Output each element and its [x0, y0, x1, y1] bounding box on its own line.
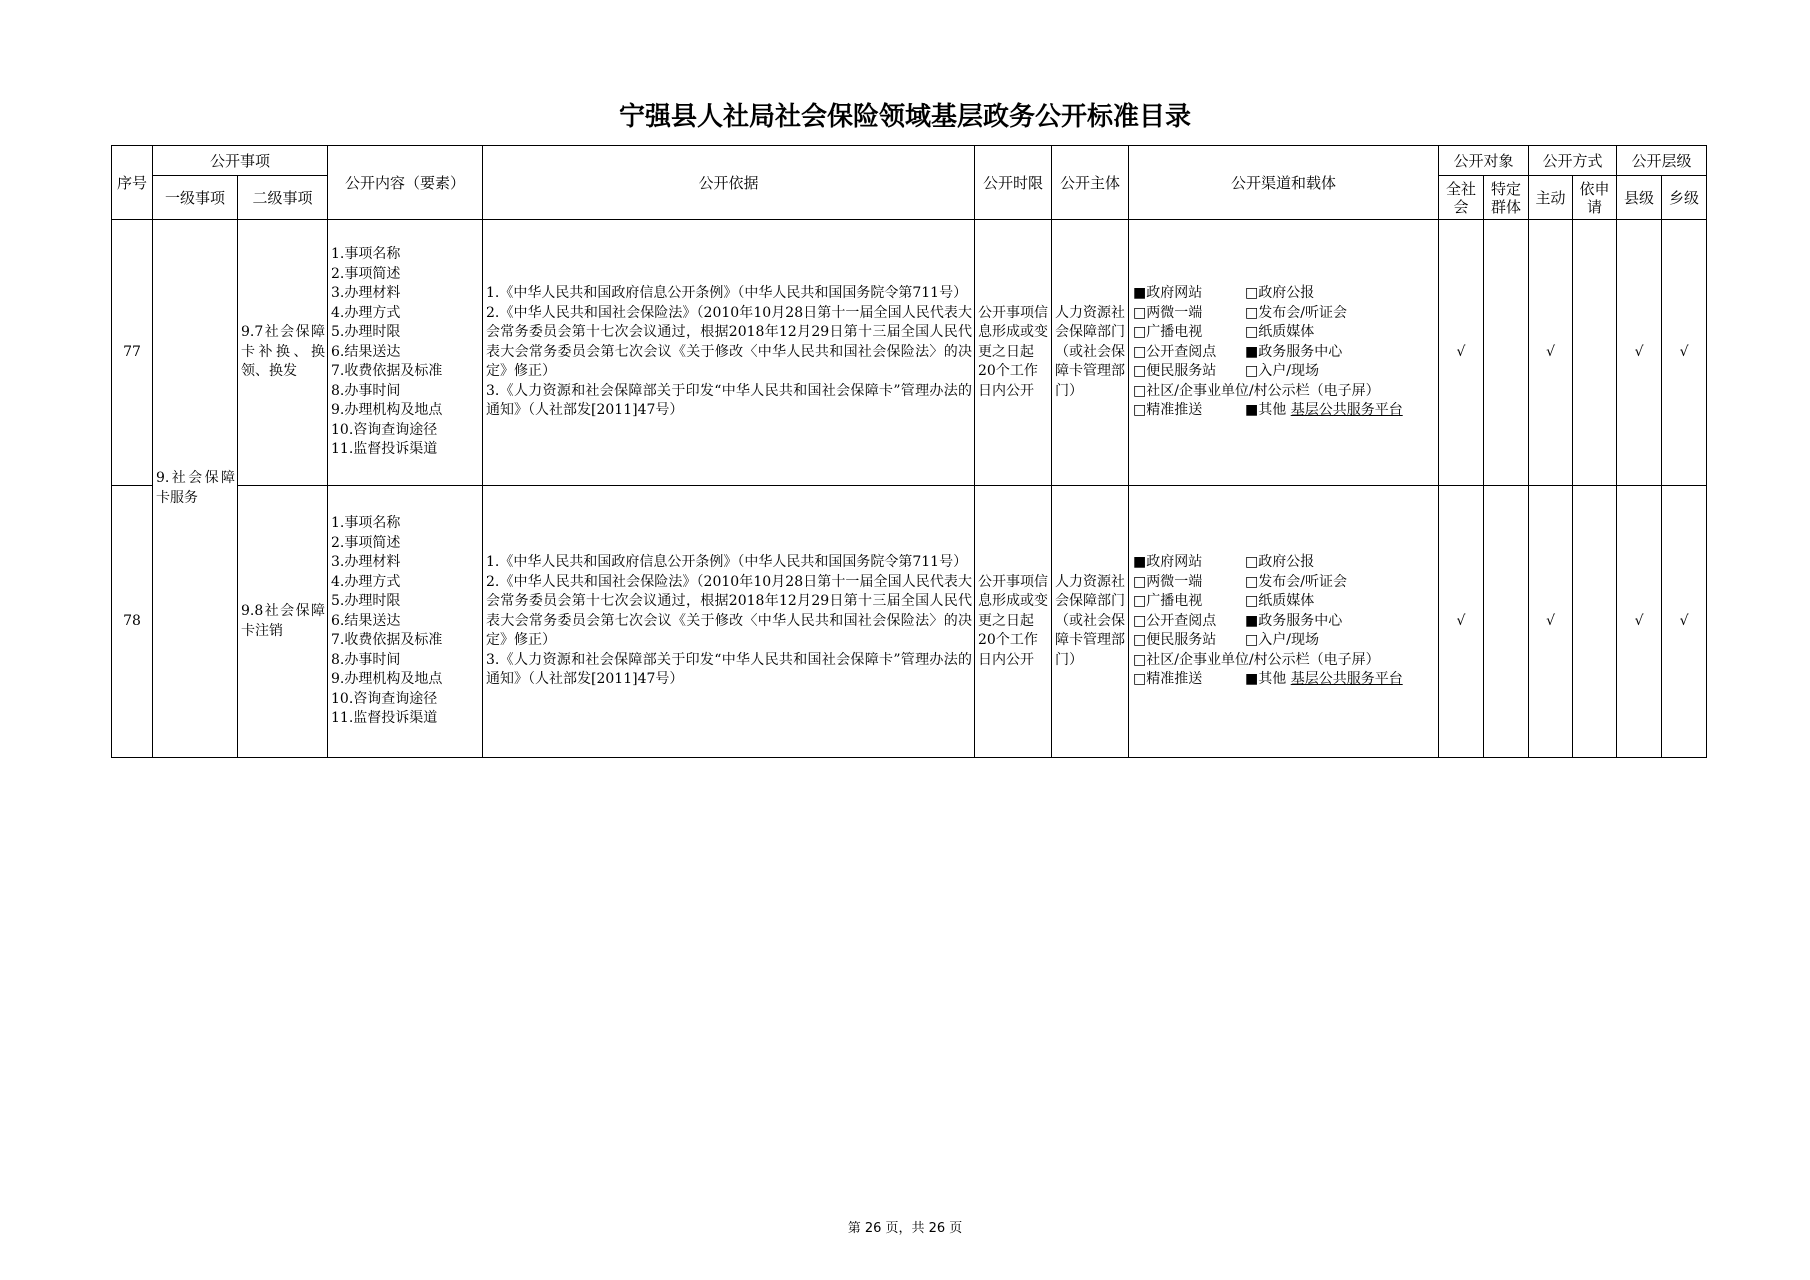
basis-item: 1.《中华人民共和国政府信息公开条例》（中华人民共和国国务院令第711号）: [486, 554, 968, 571]
channel-gov-site: ■政府网站: [1133, 554, 1203, 571]
channel-community: □社区/企事业单位/村公示栏（电子屏）: [1133, 651, 1380, 668]
row-seq: 77: [112, 220, 153, 486]
header-level: 公开层级: [1617, 146, 1707, 176]
list-item: 5.办理时限: [331, 324, 401, 341]
channel-onsite: □入户/现场: [1245, 632, 1319, 649]
header-basis: 公开依据: [483, 146, 975, 220]
header-target-specific: [1484, 176, 1529, 220]
list-item: 4.办理方式: [331, 573, 401, 590]
list-item: 8.办事时间: [331, 651, 401, 668]
basis-item: 2.《中华人民共和国社会保险法》（2010年10月28日第十一届全国人民代表大会常务委员会第十七次会议通过，根据2018年12月29日第十三届全国人民代表大会常务委员会第七次会议《关于修改〈中华人民共和国社会保险法〉的决定》修正）: [486, 304, 973, 380]
check-level-township: √: [1662, 486, 1707, 758]
list-item: 2.事项简述: [331, 265, 401, 282]
header-mode-request-line2: 请: [1587, 197, 1603, 216]
basis-item: 3.《人力资源和社会保障部关于印发“中华人民共和国社会保障卡”管理办法的通知》（人社部发[2011]47号）: [486, 382, 973, 419]
time-limit-cell: 公开事项信息形成或变更之日起20个工作日内公开: [975, 220, 1052, 486]
channels-cell: [1129, 486, 1439, 758]
header-time-limit: 公开时限: [975, 146, 1052, 220]
header-target: 公开对象: [1439, 146, 1529, 176]
list-item: 11.监督投诉渠道: [331, 710, 438, 727]
check-target-all: √: [1439, 220, 1484, 486]
list-item: 6.结果送达: [331, 612, 401, 629]
channel-print: □纸质媒体: [1245, 324, 1315, 341]
check-mode-request: [1573, 220, 1617, 486]
subject-cell: 人力资源社会保障部门（或社会保障卡管理部门）: [1052, 486, 1129, 758]
channel-two-micro: □两微一端: [1133, 573, 1203, 590]
page-footer: 第 26 页，共 26 页: [847, 1221, 963, 1236]
channel-gov-gazette: □政府公报: [1245, 285, 1315, 302]
check-target-all: √: [1439, 486, 1484, 758]
header-target-specific-line1: 特定: [1491, 179, 1522, 198]
check-mode-request: [1573, 486, 1617, 758]
channel-service-station: □便民服务站: [1133, 632, 1217, 649]
channels-cell: [1129, 220, 1439, 486]
list-item: 10.咨询查询途径: [331, 421, 438, 438]
check-level-township: √: [1662, 220, 1707, 486]
channel-other-label: ■其他: [1245, 402, 1287, 419]
channel-other-value: 基层公共服务平台: [1290, 402, 1403, 419]
list-item: 3.办理材料: [331, 285, 401, 302]
check-level-county: √: [1617, 486, 1662, 758]
list-item: 7.收费依据及标准: [331, 632, 443, 649]
channel-push: □精准推送: [1133, 671, 1203, 688]
header-seq: 序号: [112, 146, 153, 220]
channel-other-value: 基层公共服务平台: [1290, 671, 1403, 688]
channel-press: □发布会/听证会: [1245, 304, 1347, 321]
check-target-specific: [1484, 220, 1529, 486]
channel-service-center: ■政务服务中心: [1245, 343, 1343, 360]
channel-gov-gazette: □政府公报: [1245, 554, 1315, 571]
page-title: 宁强县人社局社会保险领域基层政务公开标准目录: [618, 102, 1191, 132]
channel-onsite: □入户/现场: [1245, 363, 1319, 380]
level2-item: 9.8社会保障卡注销: [238, 486, 328, 758]
channel-reading-point: □公开查阅点: [1133, 612, 1217, 629]
channel-tv: □广播电视: [1133, 593, 1203, 610]
header-level-county: 县级: [1617, 176, 1662, 220]
channel-service-center: ■政务服务中心: [1245, 612, 1343, 629]
channel-push: □精准推送: [1133, 402, 1203, 419]
header-content: 公开内容（要素）: [328, 146, 483, 220]
channel-tv: □广播电视: [1133, 324, 1203, 341]
list-item: 9.办理机构及地点: [331, 402, 443, 419]
header-mode-request: [1573, 176, 1617, 220]
channel-gov-site: ■政府网站: [1133, 285, 1203, 302]
channel-press: □发布会/听证会: [1245, 573, 1347, 590]
level1-item: 9.社会保障卡服务: [153, 220, 238, 758]
basis-item: 1.《中华人民共和国政府信息公开条例》（中华人民共和国国务院令第711号）: [486, 285, 968, 302]
check-level-county: √: [1617, 220, 1662, 486]
level2-item: 9.7社会保障卡补换、换领、换发: [238, 220, 328, 486]
subject-cell: 人力资源社会保障部门（或社会保障卡管理部门）: [1052, 220, 1129, 486]
content-list: [328, 220, 483, 486]
header-target-all-line1: 全社: [1446, 179, 1477, 198]
channel-other-label: ■其他: [1245, 671, 1287, 688]
list-item: 7.收费依据及标准: [331, 363, 443, 380]
header-level-township: 乡级: [1662, 176, 1707, 220]
basis-item: 2.《中华人民共和国社会保险法》（2010年10月28日第十一届全国人民代表大会常务委员会第十七次会议通过，根据2018年12月29日第十三届全国人民代表大会常务委员会第七次会议《关于修改〈中华人民共和国社会保险法〉的决定》修正）: [486, 573, 973, 649]
header-channels: 公开渠道和载体: [1129, 146, 1439, 220]
header-mode-active: 主动: [1529, 176, 1573, 220]
list-item: 11.监督投诉渠道: [331, 441, 438, 458]
header-target-all: [1439, 176, 1484, 220]
header-mode-request-line1: 依申: [1579, 179, 1610, 198]
list-item: 10.咨询查询途径: [331, 690, 438, 707]
time-limit-cell: 公开事项信息形成或变更之日起20个工作日内公开: [975, 486, 1052, 758]
table-row: [112, 486, 1707, 758]
header-level2: 二级事项: [238, 176, 328, 220]
list-item: 1.事项名称: [331, 246, 401, 263]
header-mode: 公开方式: [1529, 146, 1617, 176]
header-matter: 公开事项: [153, 146, 328, 176]
list-item: 4.办理方式: [331, 304, 401, 321]
basis-item: 3.《人力资源和社会保障部关于印发“中华人民共和国社会保障卡”管理办法的通知》（人社部发[2011]47号）: [486, 651, 973, 688]
list-item: 2.事项简述: [331, 534, 401, 551]
check-mode-active: √: [1529, 486, 1573, 758]
list-item: 5.办理时限: [331, 593, 401, 610]
channel-community: □社区/企事业单位/村公示栏（电子屏）: [1133, 382, 1380, 399]
header-target-specific-line2: 群体: [1491, 197, 1522, 216]
channel-reading-point: □公开查阅点: [1133, 343, 1217, 360]
channel-other: [1245, 670, 1436, 690]
table-row: [112, 220, 1707, 486]
header-subject: 公开主体: [1052, 146, 1129, 220]
list-item: 8.办事时间: [331, 382, 401, 399]
header-target-all-line2: 会: [1453, 197, 1469, 216]
basis-cell: [483, 220, 975, 486]
content-list: [328, 486, 483, 758]
check-target-specific: [1484, 486, 1529, 758]
channel-other: [1245, 401, 1436, 421]
list-item: 6.结果送达: [331, 343, 401, 360]
catalog-table: [111, 145, 1707, 758]
check-mode-active: √: [1529, 220, 1573, 486]
header-level1: 一级事项: [153, 176, 238, 220]
list-item: 9.办理机构及地点: [331, 671, 443, 688]
channel-print: □纸质媒体: [1245, 593, 1315, 610]
basis-cell: [483, 486, 975, 758]
row-seq: 78: [112, 486, 153, 758]
list-item: 1.事项名称: [331, 515, 401, 532]
channel-service-station: □便民服务站: [1133, 363, 1217, 380]
list-item: 3.办理材料: [331, 554, 401, 571]
channel-two-micro: □两微一端: [1133, 304, 1203, 321]
